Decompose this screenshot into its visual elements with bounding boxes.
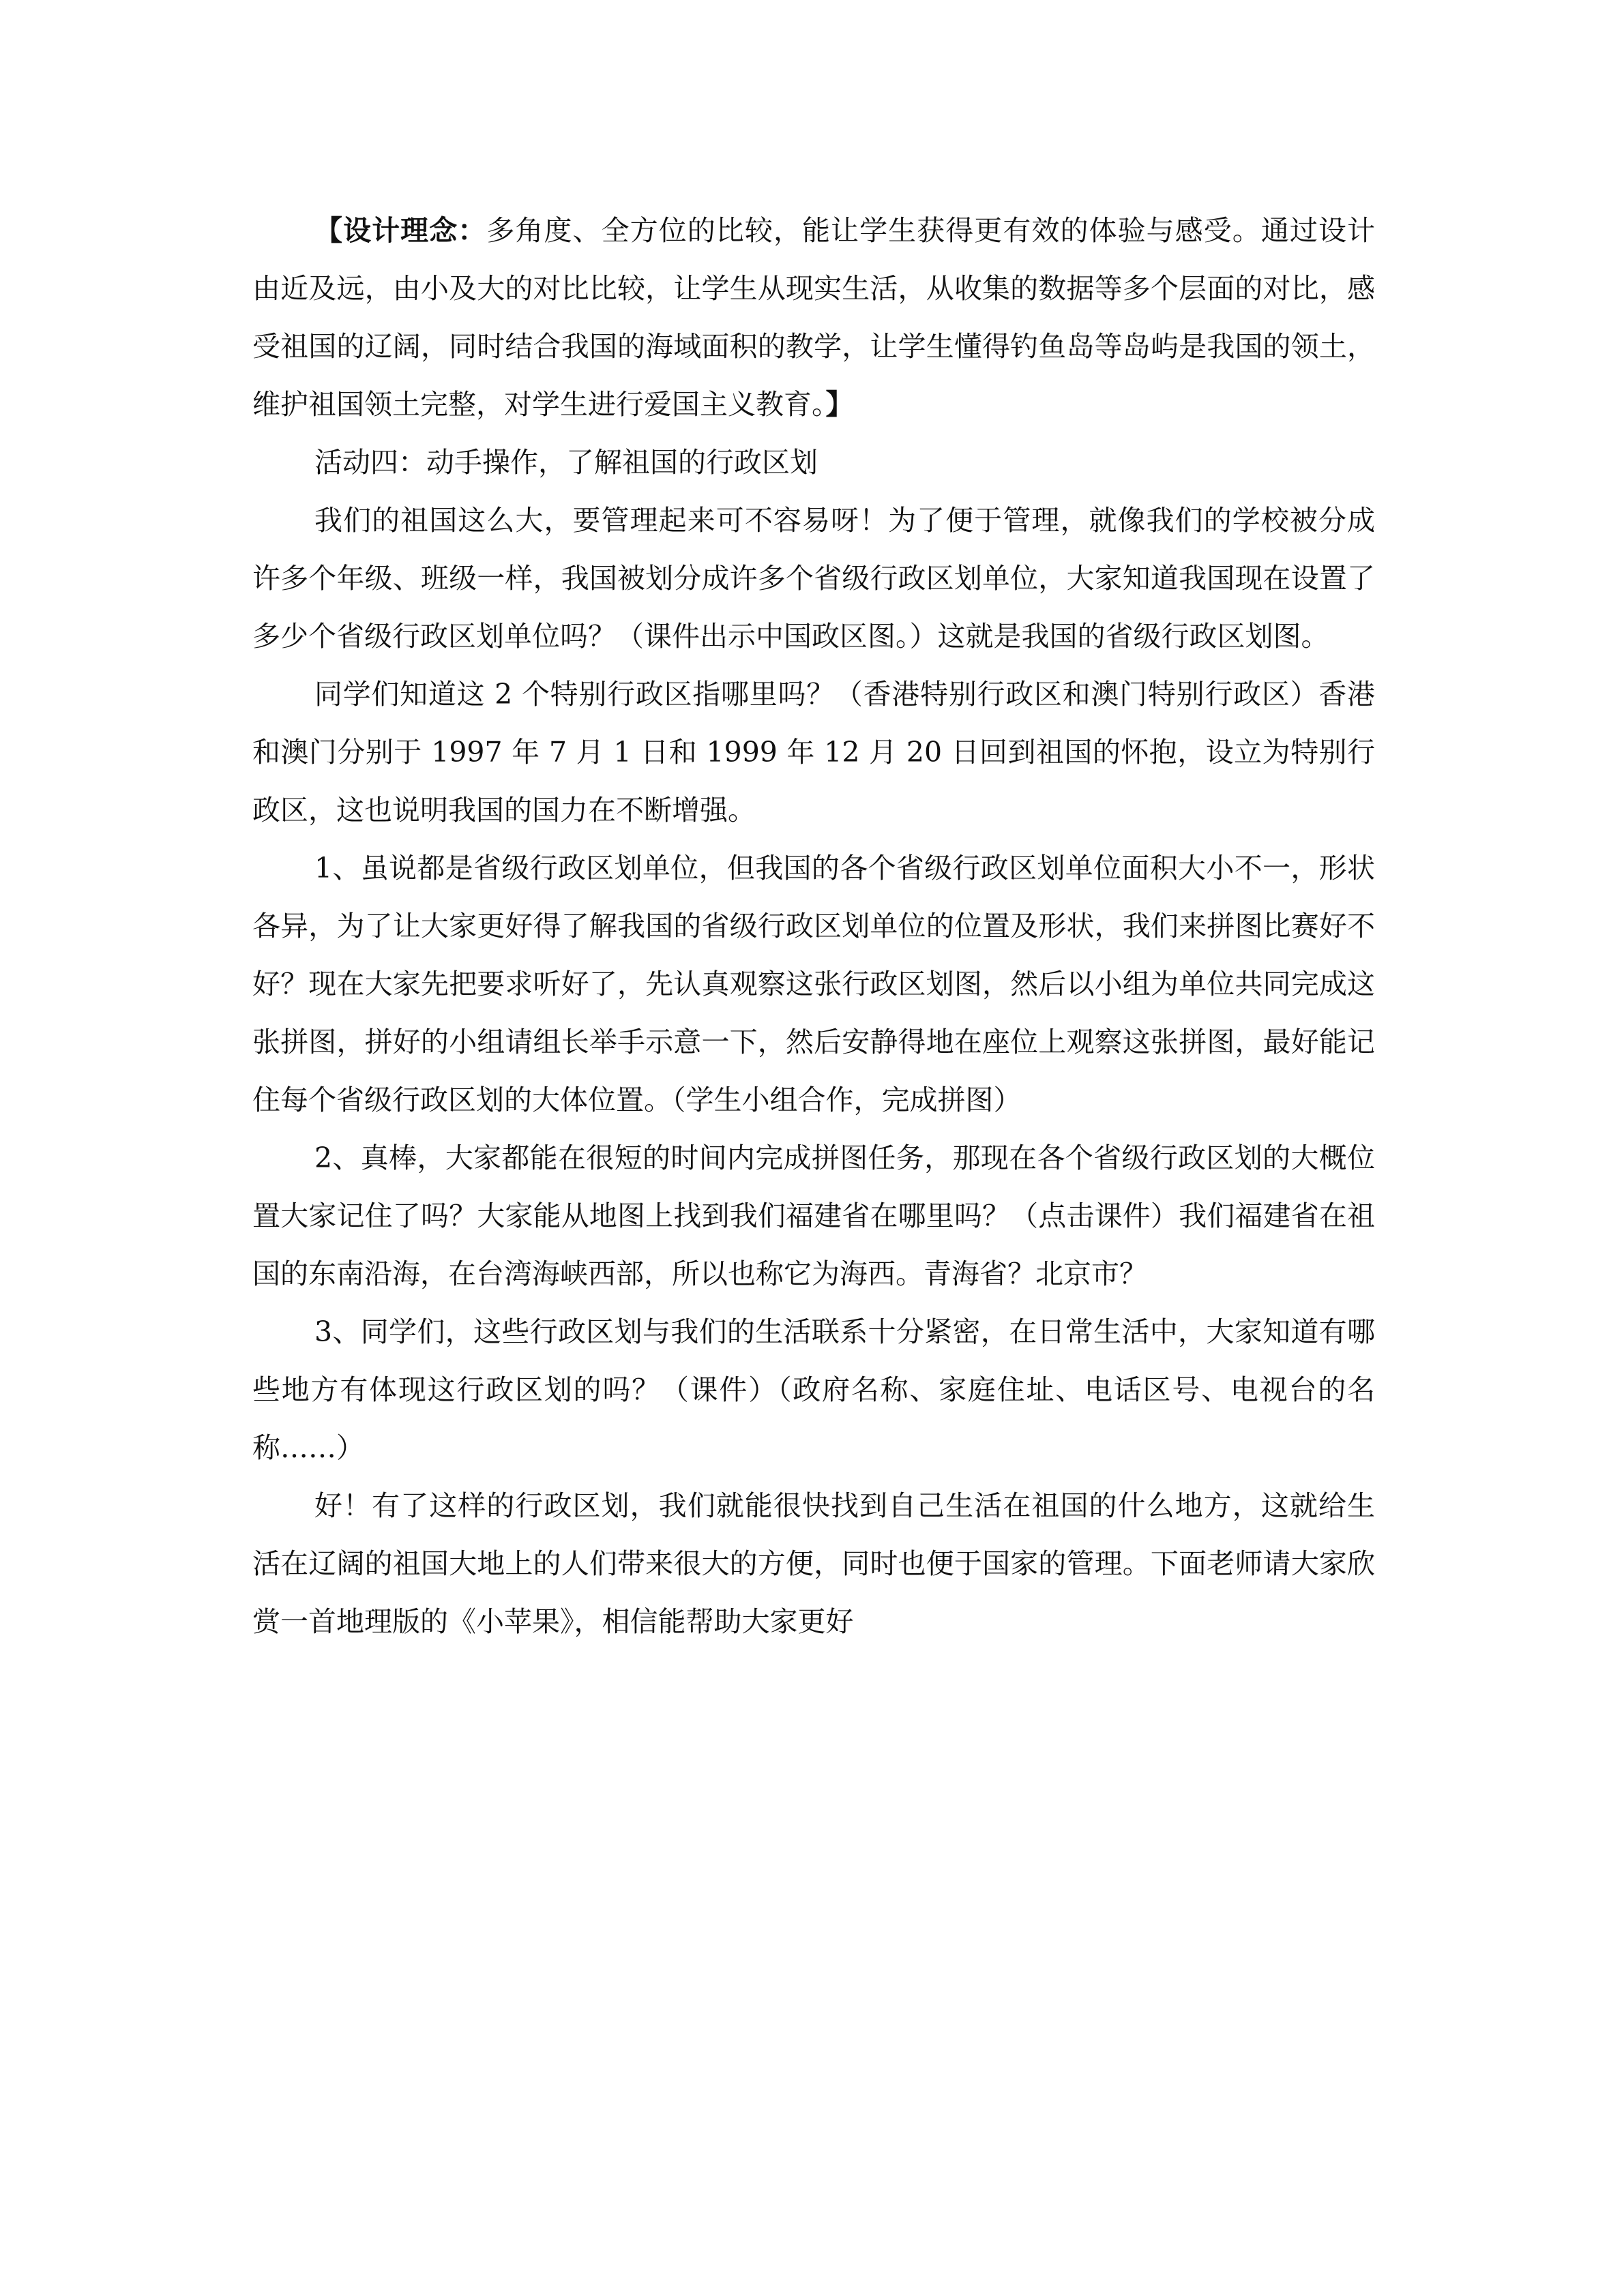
activity-four-heading: 活动四：动手操作，了解祖国的行政区划	[314, 446, 818, 479]
body-paragraph: 3、同学们，这些行政区划与我们的生活联系十分紧密，在日常生活中，大家知道有哪些地方有体现这行政区划的吗？（课件）（政府名称、家庭住址、电话区号、电视台的名称……）	[252, 1315, 1375, 1464]
design-note-open-bracket: 【	[314, 214, 344, 247]
document-body	[252, 202, 1375, 1651]
body-paragraph: 2、真棒，大家都能在很短的时间内完成拼图任务，那现在各个省级行政区划的大概位置大家记住了吗？大家能从地图上找到我们福建省在哪里吗？（点击课件）我们福建省在祖国的东南沿海，在台湾海峡西部，所以也称它为海西。青海省？北京市？	[252, 1142, 1375, 1290]
body-paragraph: 1、虽说都是省级行政区划单位，但我国的各个省级行政区划单位面积大小不一，形状各异，为了让大家更好得了解我国的省级行政区划单位的位置及形状，我们来拼图比赛好不好？现在大家先把要求听好了，先认真观察这张行政区划图，然后以小组为单位共同完成这张拼图，拼好的小组请组长举手示意一下，然后安静得地在座位上观察这张拼图，最好能记住每个省级行政区划的大体位置。（学生小组合作，完成拼图）	[252, 852, 1375, 1116]
design-note-paragraph	[252, 202, 1375, 434]
design-note-label: 设计理念：	[343, 214, 487, 247]
design-note-text: 多角度、全方位的比较，能让学生获得更有效的体验与感受。通过设计由近及远，由小及大的对比比较，让学生从现实生活，从收集的数据等多个层面的对比，感受祖国的辽阔，同时结合我国的海域面积的教学，让学生懂得钓鱼岛等岛屿是我国的领土，维护祖国领土完整，对学生进行爱国主义教育。	[252, 214, 1376, 421]
design-note-close-bracket: 】	[825, 388, 854, 421]
body-paragraph: 好！有了这样的行政区划，我们就能很快找到自己生活在祖国的什么地方，这就给生活在辽阔的祖国大地上的人们带来很大的方便，同时也便于国家的管理。下面老师请大家欣赏一首地理版的《小苹果》，相信能帮助大家更好	[252, 1489, 1375, 1638]
body-paragraph: 我们的祖国这么大，要管理起来可不容易呀！为了便于管理，就像我们的学校被分成许多个年级、班级一样，我国被划分成许多个省级行政区划单位，大家知道我国现在设置了多少个省级行政区划单位吗？（课件出示中国政区图。）这就是我国的省级行政区划图。	[252, 504, 1375, 653]
body-paragraph: 同学们知道这 2 个特别行政区指哪里吗？（香港特别行政区和澳门特别行政区）香港和澳门分别于 1997 年 7 月 1 日和 1999 年 12 月 20 日回到祖国的怀抱，设立为特别行政区，这也说明我国的国力在不断增强。	[252, 678, 1375, 826]
